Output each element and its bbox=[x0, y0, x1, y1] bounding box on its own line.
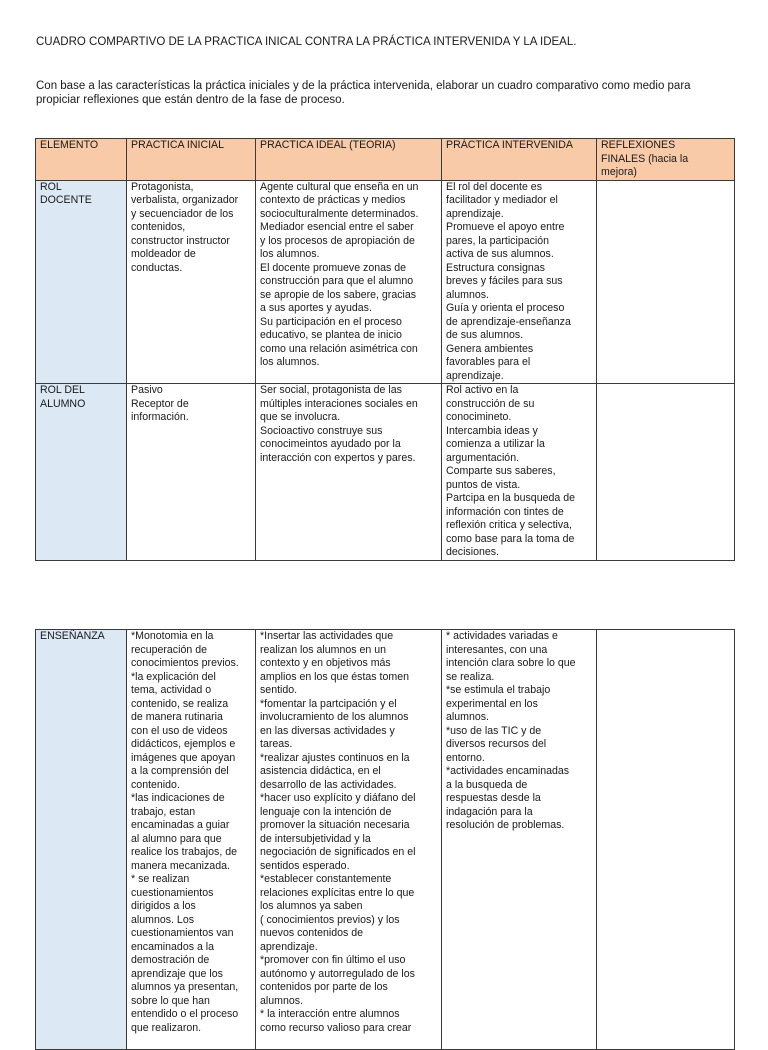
element-cell bbox=[36, 180, 127, 384]
cell-text-line: aprendizaje. bbox=[446, 369, 504, 382]
cell-text-line: experimental en los bbox=[446, 697, 538, 710]
cell-text-line: verbalista, organizador bbox=[131, 194, 239, 206]
cell-text-line: contenidos por parte de los bbox=[260, 981, 388, 993]
cell-text-line: aprendizaje que los bbox=[131, 967, 223, 980]
table-cell bbox=[127, 630, 256, 1050]
cell-text-line: nuevos contenidos de bbox=[260, 927, 364, 939]
cell-text-line: socioculturalmente determinados. bbox=[260, 207, 419, 220]
cell-text-line: reflexión critica y selectiva, bbox=[446, 519, 572, 531]
table-cell bbox=[442, 384, 597, 561]
cell-text-line: los alumnos. bbox=[260, 356, 320, 368]
cell-text-line: ENSEÑANZA bbox=[40, 630, 105, 642]
cell-text-line: PRACTICA INICIAL bbox=[131, 139, 225, 151]
cell-text-line: Estructura consignas bbox=[446, 261, 545, 274]
header-cell bbox=[442, 139, 597, 181]
cell-text-line: como base para la toma de bbox=[446, 532, 575, 545]
cell-text-line: conocimientos previos. bbox=[131, 657, 239, 669]
cell-text-line: breves y fáciles para sus bbox=[446, 275, 563, 287]
cell-text-line: * se realizan bbox=[131, 873, 190, 885]
header-cell bbox=[256, 139, 442, 181]
cell-text-line: y secuenciador de los bbox=[131, 207, 234, 220]
table-cell bbox=[256, 180, 442, 384]
cell-text-line: se apropie de los sabere, gracias bbox=[260, 288, 417, 301]
cell-text-line: *la explicación del bbox=[131, 670, 216, 683]
cell-text-line: favorables para el bbox=[446, 356, 531, 368]
cell-text-line: ROL bbox=[40, 180, 62, 193]
cell-text-line: de sus alumnos. bbox=[446, 329, 524, 341]
cell-text-line: entendido o el proceso bbox=[131, 1008, 239, 1020]
intro-line: propiciar reflexiones que están dentro de la fase de proceso. bbox=[36, 94, 345, 106]
cell-text-line: alumnos. bbox=[446, 288, 489, 301]
header-cell bbox=[597, 139, 735, 181]
cell-text-line: contenido. bbox=[131, 778, 180, 791]
cell-text-line: constructor instructor bbox=[131, 234, 230, 247]
cell-text-line: información. bbox=[131, 411, 189, 423]
intro-paragraph bbox=[36, 79, 736, 107]
cell-text-line: facilitador y mediador el bbox=[446, 194, 558, 206]
cell-text-line: alumnos ya presentan, bbox=[131, 981, 239, 993]
cell-text-line: didácticos, ejemplos e bbox=[131, 738, 236, 750]
cell-text-line: contenido, se realiza bbox=[131, 697, 229, 710]
cell-text-line: diversos recursos del bbox=[446, 738, 547, 750]
cell-text-line: Socioactivo construye sus bbox=[260, 424, 383, 437]
table-row bbox=[36, 180, 735, 384]
cell-text-line: tema, actividad o bbox=[131, 684, 212, 696]
cell-text-line: autónomo y autorregulado de los bbox=[260, 967, 415, 980]
cell-text-line: recuperación de bbox=[131, 643, 207, 656]
cell-text-line: El docente promueve zonas de bbox=[260, 261, 407, 274]
cell-text-line: se realiza. bbox=[446, 670, 495, 683]
cell-text-line: de manera rutinaria bbox=[131, 711, 223, 723]
cell-text-line: Promueve el apoyo entre bbox=[446, 221, 565, 233]
cell-text-line: PRÁCTICA INTERVENIDA bbox=[446, 139, 573, 151]
cell-text-line: manera mecanizada. bbox=[131, 859, 230, 872]
cell-text-line: * actividades variadas e bbox=[446, 630, 558, 642]
document-title: CUADRO COMPARTIVO DE LA PRACTICA INICAL CONTRA LA PRÁCTICA INTERVENIDA Y LA IDEAL. bbox=[36, 36, 577, 48]
comparison-table-continued bbox=[35, 629, 735, 1050]
cell-text-line: activa de sus alumnos. bbox=[446, 248, 554, 260]
cell-text-line: resolución de problemas. bbox=[446, 819, 565, 831]
cell-text-line: contexto y en objetivos más bbox=[260, 657, 391, 669]
cell-text-line: y los procesos de apropiación de bbox=[260, 234, 415, 247]
cell-text-line: moldeador de bbox=[131, 248, 196, 260]
cell-text-line: Ser social, protagonista de las bbox=[260, 384, 402, 396]
cell-text-line: Guía y orienta el proceso bbox=[446, 302, 565, 314]
cell-text-line: información con tintes de bbox=[446, 505, 564, 518]
cell-text-line: relaciones explícitas entre lo que bbox=[260, 886, 415, 899]
cell-text-line: aprendizaje. bbox=[446, 207, 504, 220]
header-cell bbox=[127, 139, 256, 181]
cell-text-line: lenguaje con la intención de bbox=[260, 805, 392, 818]
cell-text-line: Receptor de bbox=[131, 397, 189, 410]
cell-text-line: Agente cultural que enseña en un bbox=[260, 180, 419, 193]
cell-text-line: en las diversas actividades y bbox=[260, 724, 395, 737]
cell-text-line: negociación de significados en el bbox=[260, 846, 416, 858]
cell-text-line: Partcipa en la busqueda de bbox=[446, 492, 575, 504]
cell-text-line: ELEMENTO bbox=[40, 139, 99, 151]
cell-text-line: conocimeintos ayudado por la bbox=[260, 438, 401, 450]
cell-text-line: alumnos. bbox=[446, 711, 489, 723]
cell-text-line: múltiples interaciones sociales en bbox=[260, 397, 418, 410]
element-cell bbox=[36, 384, 127, 561]
cell-text-line: Intercambia ideas y bbox=[446, 424, 538, 437]
intro-line: Con base a las características la práctica iniciales y de la práctica intervenida, elaborar un cuadro comparativo como medio para bbox=[36, 80, 691, 92]
cell-text-line: decisiones. bbox=[446, 546, 499, 558]
cell-text-line: *establecer constantemente bbox=[260, 873, 392, 885]
cell-text-line: dirigidos a los bbox=[131, 900, 196, 912]
cell-text-line: conocimineto. bbox=[446, 411, 512, 423]
cell-text-line: aprendizaje. bbox=[260, 940, 318, 953]
cell-text-line: ( conocimientos previos) y los bbox=[260, 913, 400, 926]
cell-text-line: mejora) bbox=[601, 166, 637, 178]
cell-text-line: desarrollo de las actividades. bbox=[260, 778, 397, 791]
cell-text-line: involucramiento de los alumnos bbox=[260, 711, 409, 723]
cell-text-line: *actividades encaminadas bbox=[446, 765, 570, 777]
cell-text-line: Rol activo en la bbox=[446, 384, 519, 396]
cell-text-line: construcción para que el alumno bbox=[260, 275, 414, 287]
cell-text-line: a sus aportes y ayudas. bbox=[260, 302, 372, 314]
cell-text-line: cuestionamientos bbox=[131, 886, 214, 899]
cell-text-line: Pasivo bbox=[131, 384, 163, 396]
comparison-table bbox=[35, 138, 735, 561]
cell-text-line: sobre lo que han bbox=[131, 994, 210, 1007]
cell-text-line: con el uso de videos bbox=[131, 724, 228, 737]
cell-text-line: conductas. bbox=[131, 261, 183, 274]
cell-text-line: sentidos esperado. bbox=[260, 859, 350, 872]
cell-text-line: que realizaron. bbox=[131, 1021, 202, 1034]
cell-text-line: promover la situación necesaria bbox=[260, 819, 410, 831]
cell-text-line: demostración de bbox=[131, 954, 210, 966]
cell-text-line: * la interacción entre alumnos bbox=[260, 1008, 400, 1020]
cell-text-line: los alumnos ya saben bbox=[260, 900, 363, 912]
table-cell bbox=[442, 630, 597, 1050]
cell-text-line: Genera ambientes bbox=[446, 342, 534, 355]
cell-text-line: Protagonista, bbox=[131, 180, 194, 193]
cell-text-line: *uso de las TIC y de bbox=[446, 724, 542, 737]
cell-text-line: indagación para la bbox=[446, 805, 533, 818]
cell-text-line: alumnos. Los bbox=[131, 913, 195, 926]
cell-text-line: DOCENTE bbox=[40, 194, 92, 206]
cell-text-line: a la comprensión del bbox=[131, 765, 229, 777]
cell-text-line: los alumnos. bbox=[260, 248, 320, 260]
cell-text-line: contexto de prácticas y medios bbox=[260, 194, 406, 206]
cell-text-line: Comparte sus saberes, bbox=[446, 465, 556, 477]
cell-text-line: de intersubjetividad y la bbox=[260, 832, 371, 845]
cell-text-line: pares, la participación bbox=[446, 234, 550, 247]
table-cell bbox=[127, 180, 256, 384]
cell-text-line: que se involucra. bbox=[260, 411, 341, 423]
table-header-row bbox=[36, 139, 735, 181]
cell-text-line: ALUMNO bbox=[40, 397, 86, 410]
cell-text-line: ROL DEL bbox=[40, 384, 85, 396]
cell-text-line: *hacer uso explícito y diáfano del bbox=[260, 792, 416, 804]
table-row bbox=[36, 630, 735, 1050]
cell-text-line: alumnos. bbox=[260, 994, 303, 1007]
cell-text-line: encaminadas a guiar bbox=[131, 819, 230, 831]
cell-text-line: PRACTICA IDEAL (TEORIA) bbox=[260, 139, 396, 151]
table-cell bbox=[256, 630, 442, 1050]
table-cell bbox=[442, 180, 597, 384]
cell-text-line: asistencia didáctica, en el bbox=[260, 765, 381, 777]
table-cell bbox=[597, 384, 735, 561]
cell-text-line: cuestionamientos van bbox=[131, 927, 234, 939]
cell-text-line: *Insertar las actividades que bbox=[260, 630, 394, 642]
cell-text-line: trabajo, estan bbox=[131, 805, 196, 818]
cell-text-line: El rol del docente es bbox=[446, 180, 542, 193]
cell-text-line: puntos de vista. bbox=[446, 478, 521, 491]
cell-text-line: *fomentar la partcipación y el bbox=[260, 697, 397, 710]
cell-text-line: de aprendizaje-enseñanza bbox=[446, 315, 571, 328]
cell-text-line: comienza a utilizar la bbox=[446, 438, 545, 450]
cell-text-line: *Monotomia en la bbox=[131, 630, 214, 642]
table-cell bbox=[597, 180, 735, 384]
cell-text-line: encaminados a la bbox=[131, 940, 215, 953]
table-row bbox=[36, 384, 735, 561]
cell-text-line: sentido. bbox=[260, 684, 298, 696]
cell-text-line: Su participación en el proceso bbox=[260, 315, 402, 328]
element-cell bbox=[36, 630, 127, 1050]
cell-text-line: respuestas desde la bbox=[446, 792, 541, 804]
header-cell bbox=[36, 139, 127, 181]
cell-text-line: realice los trabajos, de bbox=[131, 846, 237, 858]
cell-text-line: *se estimula el trabajo bbox=[446, 684, 551, 696]
cell-text-line: educativo, se plantea de inicio bbox=[260, 329, 402, 341]
table-cell bbox=[256, 384, 442, 561]
cell-text-line: *las indicaciones de bbox=[131, 792, 225, 804]
cell-text-line: argumentación. bbox=[446, 451, 520, 464]
cell-text-line: realizan los alumnos en un bbox=[260, 643, 387, 656]
cell-text-line: imágenes que apoyan bbox=[131, 751, 236, 764]
cell-text-line: *promover con fin último el uso bbox=[260, 954, 406, 966]
cell-text-line: tareas. bbox=[260, 738, 293, 750]
cell-text-line: REFLEXIONES bbox=[601, 139, 676, 151]
cell-text-line: como recurso valioso para crear bbox=[260, 1021, 412, 1034]
cell-text-line: contenidos, bbox=[131, 221, 186, 233]
cell-text-line: construcción de su bbox=[446, 397, 535, 410]
cell-text-line: amplios en los que éstas tomen bbox=[260, 670, 409, 683]
cell-text-line: al alumno para que bbox=[131, 832, 222, 845]
cell-text-line: entorno. bbox=[446, 751, 485, 764]
cell-text-line: a la busqueda de bbox=[446, 778, 528, 791]
cell-text-line: FINALES (hacia la bbox=[601, 152, 689, 165]
cell-text-line: como una relación asimétrica con bbox=[260, 342, 418, 355]
cell-text-line: Mediador esencial entre el saber bbox=[260, 221, 414, 233]
table-cell bbox=[127, 384, 256, 561]
table-cell bbox=[597, 630, 735, 1050]
cell-text-line: intención clara sobre lo que bbox=[446, 657, 576, 669]
cell-text-line: interesantes, con una bbox=[446, 643, 548, 656]
cell-text-line: *realizar ajustes continuos en la bbox=[260, 751, 410, 764]
cell-text-line: interacción con expertos y pares. bbox=[260, 451, 416, 464]
